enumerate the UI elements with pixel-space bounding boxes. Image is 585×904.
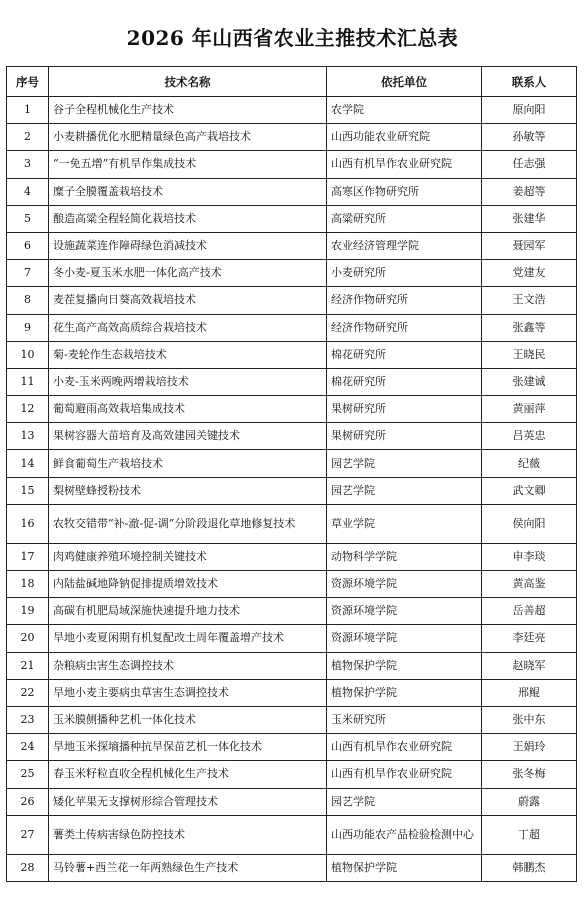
cell-supporting-unit: 动物科学学院: [327, 543, 482, 570]
table-row: [7, 97, 577, 124]
cell-serial-number: 15: [7, 477, 49, 504]
cell-contact-person: 党建友: [482, 260, 577, 287]
cell-supporting-unit: 植物保护学院: [327, 652, 482, 679]
cell-technology-name: 谷子全程机械化生产技术: [49, 97, 327, 124]
table-row: [7, 652, 577, 679]
cell-technology-name: 内陆盐碱地降钠促排提质增效技术: [49, 571, 327, 598]
cell-supporting-unit: 农学院: [327, 97, 482, 124]
cell-serial-number: 8: [7, 287, 49, 314]
cell-contact-person: 邢鲲: [482, 679, 577, 706]
cell-serial-number: 28: [7, 854, 49, 881]
table-row: [7, 260, 577, 287]
cell-serial-number: 12: [7, 396, 49, 423]
table-header-row: [7, 67, 577, 97]
cell-supporting-unit: 小麦研究所: [327, 260, 482, 287]
table-row: [7, 450, 577, 477]
table-row: [7, 287, 577, 314]
table-row: [7, 504, 577, 543]
cell-serial-number: 18: [7, 571, 49, 598]
cell-technology-name: 设施蔬菜连作障碍绿色消减技术: [49, 232, 327, 259]
header-technology-name: 技术名称: [49, 67, 327, 97]
cell-technology-name: 薯类土传病害绿色防控技术: [49, 815, 327, 854]
cell-serial-number: 25: [7, 761, 49, 788]
cell-supporting-unit: 植物保护学院: [327, 679, 482, 706]
cell-supporting-unit: 棉花研究所: [327, 341, 482, 368]
cell-technology-name: 矮化苹果无支撑树形综合管理技术: [49, 788, 327, 815]
cell-serial-number: 10: [7, 341, 49, 368]
table-row: [7, 124, 577, 151]
table-row: [7, 314, 577, 341]
document-title: 2026 年山西省农业主推技术汇总表: [126, 26, 459, 50]
table-row: [7, 543, 577, 570]
table-row: [7, 396, 577, 423]
cell-technology-name: 马铃薯+西兰花一年两熟绿色生产技术: [49, 854, 327, 881]
cell-contact-person: 韩鹏杰: [482, 854, 577, 881]
cell-contact-person: 蔚露: [482, 788, 577, 815]
cell-supporting-unit: 棉花研究所: [327, 368, 482, 395]
table-row: [7, 788, 577, 815]
header-contact-person: 联系人: [482, 67, 577, 97]
cell-supporting-unit: 山西有机旱作农业研究院: [327, 734, 482, 761]
cell-supporting-unit: 山西功能农产品检验检测中心: [327, 815, 482, 854]
cell-supporting-unit: 果树研究所: [327, 396, 482, 423]
cell-supporting-unit: 农业经济管理学院: [327, 232, 482, 259]
cell-serial-number: 3: [7, 151, 49, 178]
cell-technology-name: 花生高产高效高质综合栽培技术: [49, 314, 327, 341]
cell-supporting-unit: 玉米研究所: [327, 706, 482, 733]
cell-serial-number: 1: [7, 97, 49, 124]
cell-serial-number: 16: [7, 504, 49, 543]
cell-technology-name: 杂粮病虫害生态调控技术: [49, 652, 327, 679]
cell-contact-person: 武文卿: [482, 477, 577, 504]
cell-contact-person: 张冬梅: [482, 761, 577, 788]
cell-technology-name: “一免五增”有机旱作集成技术: [49, 151, 327, 178]
cell-technology-name: 高碳有机肥局域深施快速提升地力技术: [49, 598, 327, 625]
cell-supporting-unit: 园艺学院: [327, 477, 482, 504]
cell-serial-number: 20: [7, 625, 49, 652]
cell-contact-person: 岳善超: [482, 598, 577, 625]
cell-serial-number: 11: [7, 368, 49, 395]
cell-contact-person: 吕英忠: [482, 423, 577, 450]
cell-serial-number: 27: [7, 815, 49, 854]
cell-supporting-unit: 高粱研究所: [327, 205, 482, 232]
cell-contact-person: 黄高鉴: [482, 571, 577, 598]
cell-serial-number: 17: [7, 543, 49, 570]
header-supporting-unit: 依托单位: [327, 67, 482, 97]
table-row: [7, 734, 577, 761]
table-row: [7, 598, 577, 625]
cell-serial-number: 7: [7, 260, 49, 287]
table-row: [7, 368, 577, 395]
cell-serial-number: 22: [7, 679, 49, 706]
cell-contact-person: 张中东: [482, 706, 577, 733]
cell-contact-person: 原向阳: [482, 97, 577, 124]
cell-technology-name: 糜子全膜覆盖栽培技术: [49, 178, 327, 205]
cell-serial-number: 13: [7, 423, 49, 450]
cell-supporting-unit: 植物保护学院: [327, 854, 482, 881]
cell-contact-person: 姜超等: [482, 178, 577, 205]
cell-contact-person: 张鑫等: [482, 314, 577, 341]
cell-serial-number: 9: [7, 314, 49, 341]
cell-contact-person: 侯向阳: [482, 504, 577, 543]
cell-technology-name: 酿造高粱全程轻简化栽培技术: [49, 205, 327, 232]
cell-supporting-unit: 山西有机旱作农业研究院: [327, 151, 482, 178]
cell-supporting-unit: 园艺学院: [327, 788, 482, 815]
table-row: [7, 761, 577, 788]
cell-supporting-unit: 果树研究所: [327, 423, 482, 450]
cell-serial-number: 6: [7, 232, 49, 259]
cell-contact-person: 申李琰: [482, 543, 577, 570]
cell-serial-number: 19: [7, 598, 49, 625]
cell-contact-person: 丁超: [482, 815, 577, 854]
cell-supporting-unit: 资源环境学院: [327, 571, 482, 598]
table-row: [7, 571, 577, 598]
cell-serial-number: 23: [7, 706, 49, 733]
table-row: [7, 205, 577, 232]
cell-supporting-unit: 山西功能农业研究院: [327, 124, 482, 151]
table-row: [7, 625, 577, 652]
cell-technology-name: 菊-麦轮作生态栽培技术: [49, 341, 327, 368]
cell-technology-name: 果树容器大苗培育及高效建园关键技术: [49, 423, 327, 450]
cell-supporting-unit: 资源环境学院: [327, 625, 482, 652]
cell-supporting-unit: 经济作物研究所: [327, 314, 482, 341]
table-row: [7, 815, 577, 854]
table-row: [7, 854, 577, 881]
cell-technology-name: 麦茬复播向日葵高效栽培技术: [49, 287, 327, 314]
cell-contact-person: 聂园军: [482, 232, 577, 259]
cell-contact-person: 李廷亮: [482, 625, 577, 652]
table-row: [7, 341, 577, 368]
cell-technology-name: 旱地小麦主要病虫草害生态调控技术: [49, 679, 327, 706]
table-row: [7, 706, 577, 733]
technology-summary-table: [6, 66, 577, 882]
cell-serial-number: 2: [7, 124, 49, 151]
table-body: [7, 97, 577, 882]
table-row: [7, 232, 577, 259]
cell-supporting-unit: 高寒区作物研究所: [327, 178, 482, 205]
table-row: [7, 423, 577, 450]
cell-contact-person: 赵晓军: [482, 652, 577, 679]
cell-technology-name: 梨树壁蜂授粉技术: [49, 477, 327, 504]
cell-contact-person: 王晓民: [482, 341, 577, 368]
cell-contact-person: 张建华: [482, 205, 577, 232]
cell-contact-person: 张建诚: [482, 368, 577, 395]
header-serial-number: 序号: [7, 67, 49, 97]
cell-supporting-unit: 资源环境学院: [327, 598, 482, 625]
cell-technology-name: 旱地小麦夏闲期有机复配改土周年覆盖增产技术: [49, 625, 327, 652]
cell-supporting-unit: 园艺学院: [327, 450, 482, 477]
cell-technology-name: 冬小麦-夏玉米水肥一体化高产技术: [49, 260, 327, 287]
cell-supporting-unit: 山西有机旱作农业研究院: [327, 761, 482, 788]
cell-contact-person: 王娟玲: [482, 734, 577, 761]
cell-contact-person: 纪薇: [482, 450, 577, 477]
cell-contact-person: 孙敏等: [482, 124, 577, 151]
cell-serial-number: 24: [7, 734, 49, 761]
cell-serial-number: 4: [7, 178, 49, 205]
cell-technology-name: 春玉米籽粒直收全程机械化生产技术: [49, 761, 327, 788]
table-row: [7, 679, 577, 706]
cell-serial-number: 26: [7, 788, 49, 815]
cell-contact-person: 黄丽萍: [482, 396, 577, 423]
table-row: [7, 178, 577, 205]
cell-technology-name: 鲜食葡萄生产栽培技术: [49, 450, 327, 477]
cell-supporting-unit: 草业学院: [327, 504, 482, 543]
cell-technology-name: 肉鸡健康养殖环境控制关键技术: [49, 543, 327, 570]
cell-technology-name: 玉米膜侧播种艺机一体化技术: [49, 706, 327, 733]
cell-technology-name: 葡萄避雨高效栽培集成技术: [49, 396, 327, 423]
cell-serial-number: 21: [7, 652, 49, 679]
cell-contact-person: 王文浩: [482, 287, 577, 314]
cell-technology-name: 小麦耕播优化水肥精量绿色高产栽培技术: [49, 124, 327, 151]
cell-technology-name: 农牧交错带“补-澈-促-调”分阶段退化草地修复技术: [49, 504, 327, 543]
cell-serial-number: 14: [7, 450, 49, 477]
cell-technology-name: 小麦-玉米两晚两增栽培技术: [49, 368, 327, 395]
table-row: [7, 477, 577, 504]
cell-technology-name: 旱地玉米探墒播种抗旱保苗艺机一体化技术: [49, 734, 327, 761]
cell-serial-number: 5: [7, 205, 49, 232]
table-row: [7, 151, 577, 178]
cell-contact-person: 任志强: [482, 151, 577, 178]
cell-supporting-unit: 经济作物研究所: [327, 287, 482, 314]
